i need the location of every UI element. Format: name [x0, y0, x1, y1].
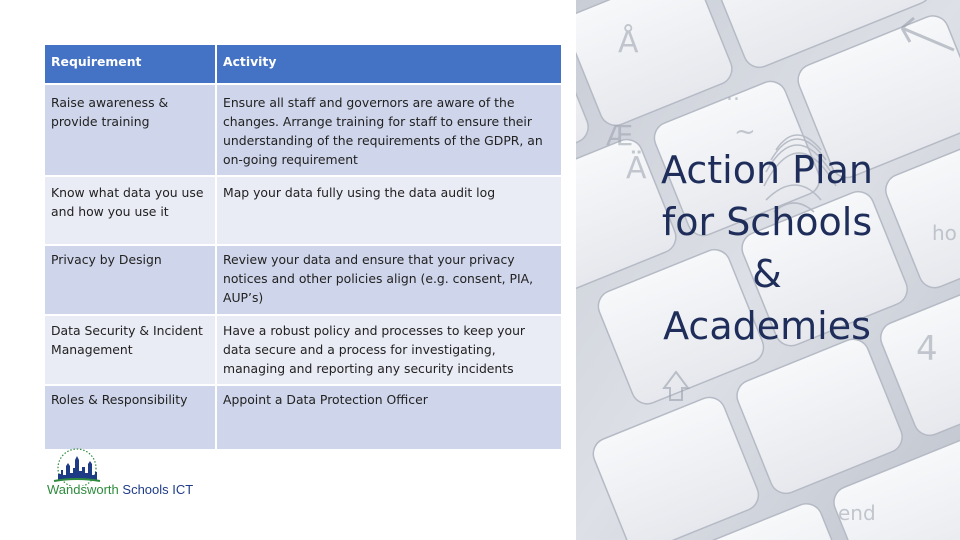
table-row: [44, 315, 562, 385]
title-line: Academies: [663, 304, 871, 348]
table-row: [44, 176, 562, 245]
key-glyph: Æ: [606, 119, 634, 152]
skyline-ring-icon: [44, 446, 114, 486]
activity-cell: Review your data and ensure that your privacy notices and other policies align (e.g. consent, PIA, AUP’s): [216, 245, 562, 315]
key-glyph: end: [838, 501, 876, 525]
key-glyph: 4: [916, 329, 938, 369]
activity-cell: Ensure all staff and governors are aware of the changes. Arrange training for staff to ensure their understanding of the requirements of the GDPR, an on-going requirement: [216, 84, 562, 176]
table-row: [44, 245, 562, 315]
requirement-cell: Privacy by Design: [44, 245, 216, 315]
logo-text-primary: Wandsworth: [47, 482, 119, 497]
title-line: &: [752, 252, 782, 296]
key-glyph: ho: [932, 221, 957, 245]
title-line: for Schools: [661, 200, 873, 244]
wandsworth-schools-ict-logo: [44, 446, 194, 498]
activity-cell: Appoint a Data Protection Officer: [216, 385, 562, 450]
key-glyph: ..: [726, 81, 740, 106]
title-line: Action Plan: [661, 148, 873, 192]
logo-text-secondary: Schools ICT: [122, 482, 194, 497]
slide-title: [617, 144, 917, 352]
column-header-requirement: Requirement: [44, 44, 216, 84]
requirement-cell: Know what data you use and how you use it: [44, 176, 216, 245]
requirement-cell: Roles & Responsibility: [44, 385, 216, 450]
requirement-cell: Data Security & Incident Management: [44, 315, 216, 385]
activity-cell: Map your data fully using the data audit log: [216, 176, 562, 245]
key-glyph: Ä: [626, 151, 647, 186]
key-glyph: ~: [734, 117, 756, 147]
key-glyph: Å: [618, 25, 639, 60]
activity-cell: Have a robust policy and processes to keep your data secure and a process for investigating, managing and reporting any security incidents: [216, 315, 562, 385]
requirement-cell: Raise awareness & provide training: [44, 84, 216, 176]
table-header-row: [44, 44, 562, 84]
logo-wordmark: [47, 482, 193, 497]
column-header-activity: Activity: [216, 44, 562, 84]
table-row: [44, 84, 562, 176]
table-row: [44, 385, 562, 450]
requirements-table: [43, 43, 563, 451]
